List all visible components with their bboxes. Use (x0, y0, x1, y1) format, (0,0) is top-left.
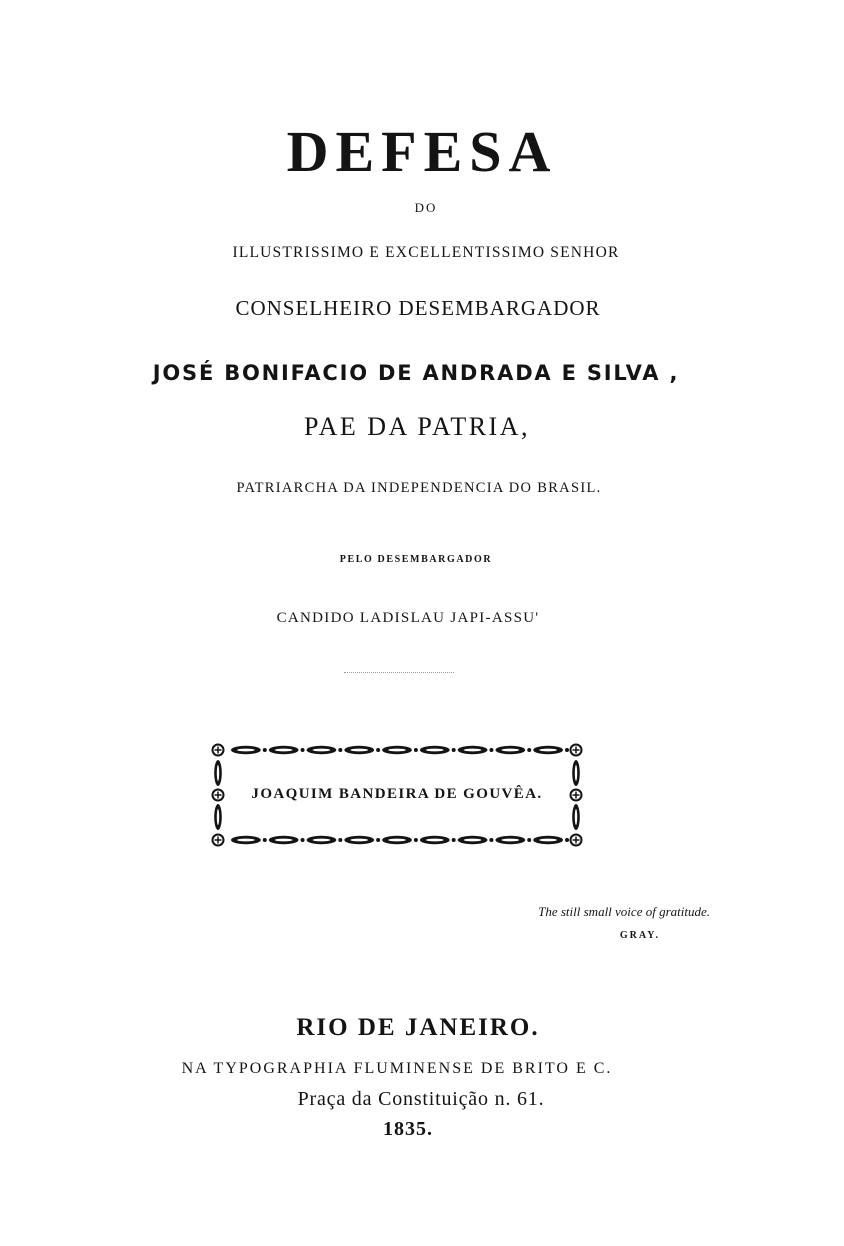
link-highlight-icon (350, 749, 368, 752)
epigraph-quote: The still small voice of gratitude. (538, 904, 710, 919)
by-line: PELO DESEMBARGADOR (339, 554, 493, 565)
link-highlight-icon (388, 839, 406, 842)
link-highlight-icon (275, 749, 293, 752)
link-dot-icon (376, 748, 380, 752)
imprint-address: Praça da Constituição n. 61. (297, 1088, 545, 1110)
framed-name: JOAQUIM BANDEIRA DE GOUVÊA. (251, 786, 543, 802)
link-highlight-icon (237, 839, 255, 842)
rosette-cross-icon (573, 747, 580, 754)
imprint-year: 1835. (383, 1118, 433, 1140)
link-highlight-icon (426, 749, 444, 752)
link-highlight-icon (275, 839, 293, 842)
link-dot-icon (414, 838, 418, 842)
dotted-divider (344, 672, 454, 674)
link-dot-icon (414, 748, 418, 752)
subject-name: JOSÉ BONIFACIO DE ANDRADA E SILVA , (152, 361, 680, 385)
preposition: DO (414, 200, 438, 215)
ornamental-frame (210, 742, 584, 848)
link-highlight-icon (501, 749, 519, 752)
link-highlight-icon (501, 839, 519, 842)
link-dot-icon (565, 748, 569, 752)
link-dot-icon (527, 838, 531, 842)
vertical-highlight-icon (575, 809, 577, 825)
link-highlight-icon (426, 839, 444, 842)
rosette-cross-icon (215, 837, 222, 844)
link-dot-icon (376, 838, 380, 842)
book-title: DEFESA (286, 119, 558, 184)
imprint-printer: NA TYPOGRAPHIA FLUMINENSE DE BRITO E C. (181, 1060, 613, 1077)
honorific-line: ILLUSTRISSIMO E EXCELLENTISSIMO SENHOR (232, 244, 620, 261)
epigraph-attribution: GRAY. (619, 930, 660, 941)
imprint-city: RIO DE JANEIRO. (296, 1014, 540, 1041)
link-dot-icon (452, 838, 456, 842)
link-dot-icon (301, 838, 305, 842)
link-dot-icon (263, 748, 267, 752)
link-highlight-icon (350, 839, 368, 842)
vertical-highlight-icon (217, 765, 219, 781)
link-highlight-icon (313, 749, 331, 752)
link-highlight-icon (539, 839, 557, 842)
link-dot-icon (338, 838, 342, 842)
epithet-line: PAE DA PATRIA, (304, 412, 530, 441)
link-highlight-icon (237, 749, 255, 752)
author-name: CANDIDO LADISLAU JAPI-ASSU' (276, 610, 540, 626)
link-dot-icon (338, 748, 342, 752)
link-highlight-icon (313, 839, 331, 842)
rosette-cross-icon (573, 837, 580, 844)
link-highlight-icon (539, 749, 557, 752)
link-dot-icon (452, 748, 456, 752)
link-highlight-icon (388, 749, 406, 752)
rosette-cross-icon (215, 747, 222, 754)
vertical-highlight-icon (217, 809, 219, 825)
link-highlight-icon (464, 749, 482, 752)
link-dot-icon (527, 748, 531, 752)
link-dot-icon (565, 838, 569, 842)
vertical-highlight-icon (575, 765, 577, 781)
link-dot-icon (489, 748, 493, 752)
link-dot-icon (301, 748, 305, 752)
office-line: CONSELHEIRO DESEMBARGADOR (235, 296, 601, 320)
link-dot-icon (263, 838, 267, 842)
patriarch-line: PATRIARCHA DA INDEPENDENCIA DO BRASIL. (236, 480, 602, 496)
link-highlight-icon (464, 839, 482, 842)
link-dot-icon (489, 838, 493, 842)
